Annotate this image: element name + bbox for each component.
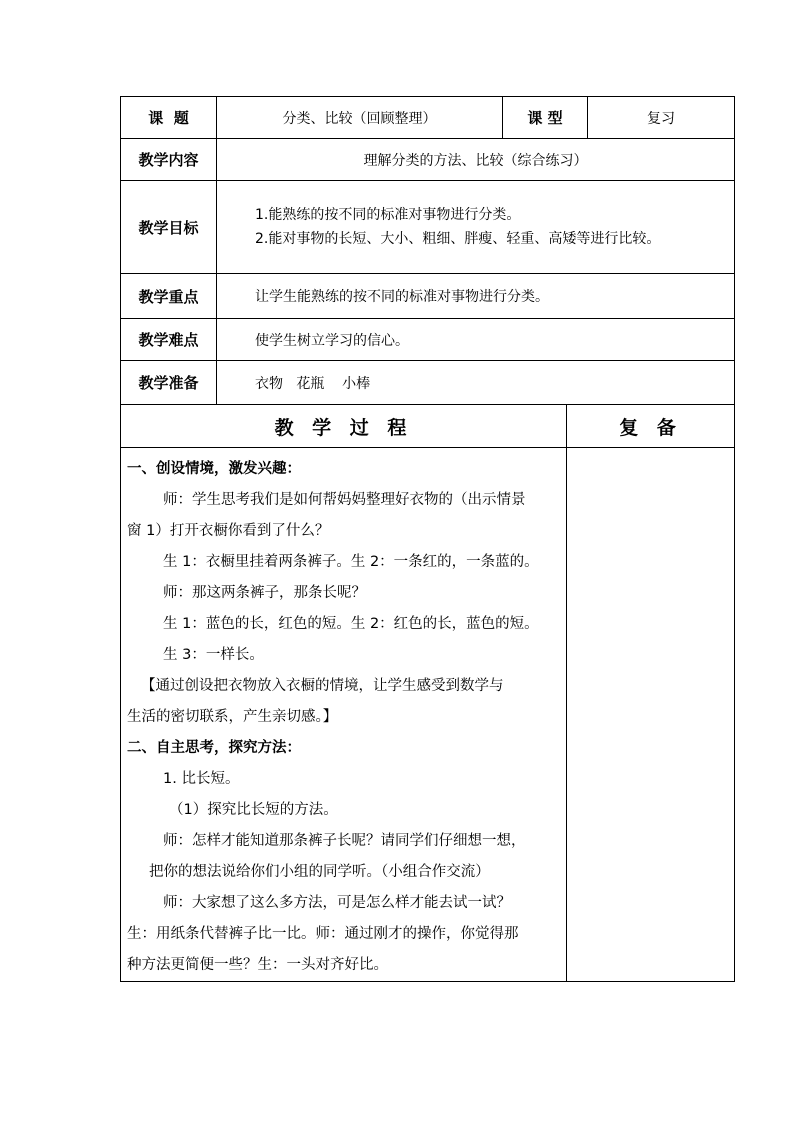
difficulty-value: 使学生树立学习的信心。	[217, 319, 735, 361]
process-line: 把你的想法说给你们小组的同学听。（小组合作交流）	[149, 864, 490, 880]
process-line: 师：学生思考我们是如何帮妈妈整理好衣物的（出示情景	[163, 492, 526, 508]
content-value: 理解分类的方法、比较（综合练习）	[217, 139, 735, 181]
difficulty-row	[121, 319, 735, 361]
process-line: 生 1：衣橱里挂着两条裤子。生 2：一条红的，一条蓝的。	[163, 554, 539, 570]
key-row	[121, 274, 735, 319]
prep-row	[121, 361, 735, 405]
goal-row	[121, 181, 735, 274]
type-value: 复习	[588, 97, 735, 139]
goal-label: 教学目标	[121, 181, 217, 274]
content-row	[121, 139, 735, 181]
process-line: 【通过创设把衣物放入衣橱的情境，让学生感受到数学与	[141, 678, 504, 694]
process-line: 1. 比长短。	[163, 771, 240, 787]
topic-label: 课 题	[121, 97, 217, 139]
process-line: 生：用纸条代替裤子比一比。师：通过刚才的操作，你觉得那	[127, 926, 519, 942]
process-line: 窗 1）打开衣橱你看到了什么？	[127, 523, 330, 539]
section-heading-2: 二、自主思考，探究方法：	[127, 740, 301, 756]
goal-line-2: 2.能对事物的长短、大小、粗细、胖瘦、轻重、高矮等进行比较。	[255, 231, 661, 247]
process-line: （1）探究比长短的方法。	[169, 802, 338, 818]
process-body-row	[121, 448, 735, 982]
type-label: 课 型	[503, 97, 588, 139]
lesson-plan-table	[120, 96, 735, 982]
goal-line-1: 1.能熟练的按不同的标准对事物进行分类。	[255, 207, 521, 223]
topic-value: 分类、比较（回顾整理）	[217, 97, 503, 139]
prep-value: 衣物 花瓶 小棒	[217, 361, 735, 405]
process-line: 生 3：一样长。	[163, 647, 264, 663]
process-line: 师：大家想了这么多方法，可是怎么样才能去试一试？	[163, 895, 511, 911]
process-line: 师：怎样才能知道那条裤子长呢？请同学们仔细想一想，	[163, 833, 526, 849]
side-title: 复 备	[567, 405, 735, 448]
process-line: 生 1：蓝色的长，红色的短。生 2：红色的长，蓝色的短。	[163, 616, 539, 632]
prep-label: 教学准备	[121, 361, 217, 405]
section-heading-1: 一、创设情境，激发兴趣：	[127, 461, 301, 477]
lesson-plan-sheet	[120, 96, 734, 982]
content-label: 教学内容	[121, 139, 217, 181]
goal-value	[217, 181, 735, 274]
process-line: 种方法更简便一些？生：一头对齐好比。	[127, 957, 388, 973]
side-notes-cell	[567, 448, 735, 982]
topic-row	[121, 97, 735, 139]
process-header-row	[121, 405, 735, 448]
difficulty-label: 教学难点	[121, 319, 217, 361]
process-body	[121, 448, 567, 982]
key-value: 让学生能熟练的按不同的标准对事物进行分类。	[217, 274, 735, 319]
process-title: 教 学 过 程	[121, 405, 567, 448]
process-line: 师：那这两条裤子，那条长呢？	[163, 585, 366, 601]
process-line: 生活的密切联系，产生亲切感。】	[127, 709, 338, 725]
key-label: 教学重点	[121, 274, 217, 319]
